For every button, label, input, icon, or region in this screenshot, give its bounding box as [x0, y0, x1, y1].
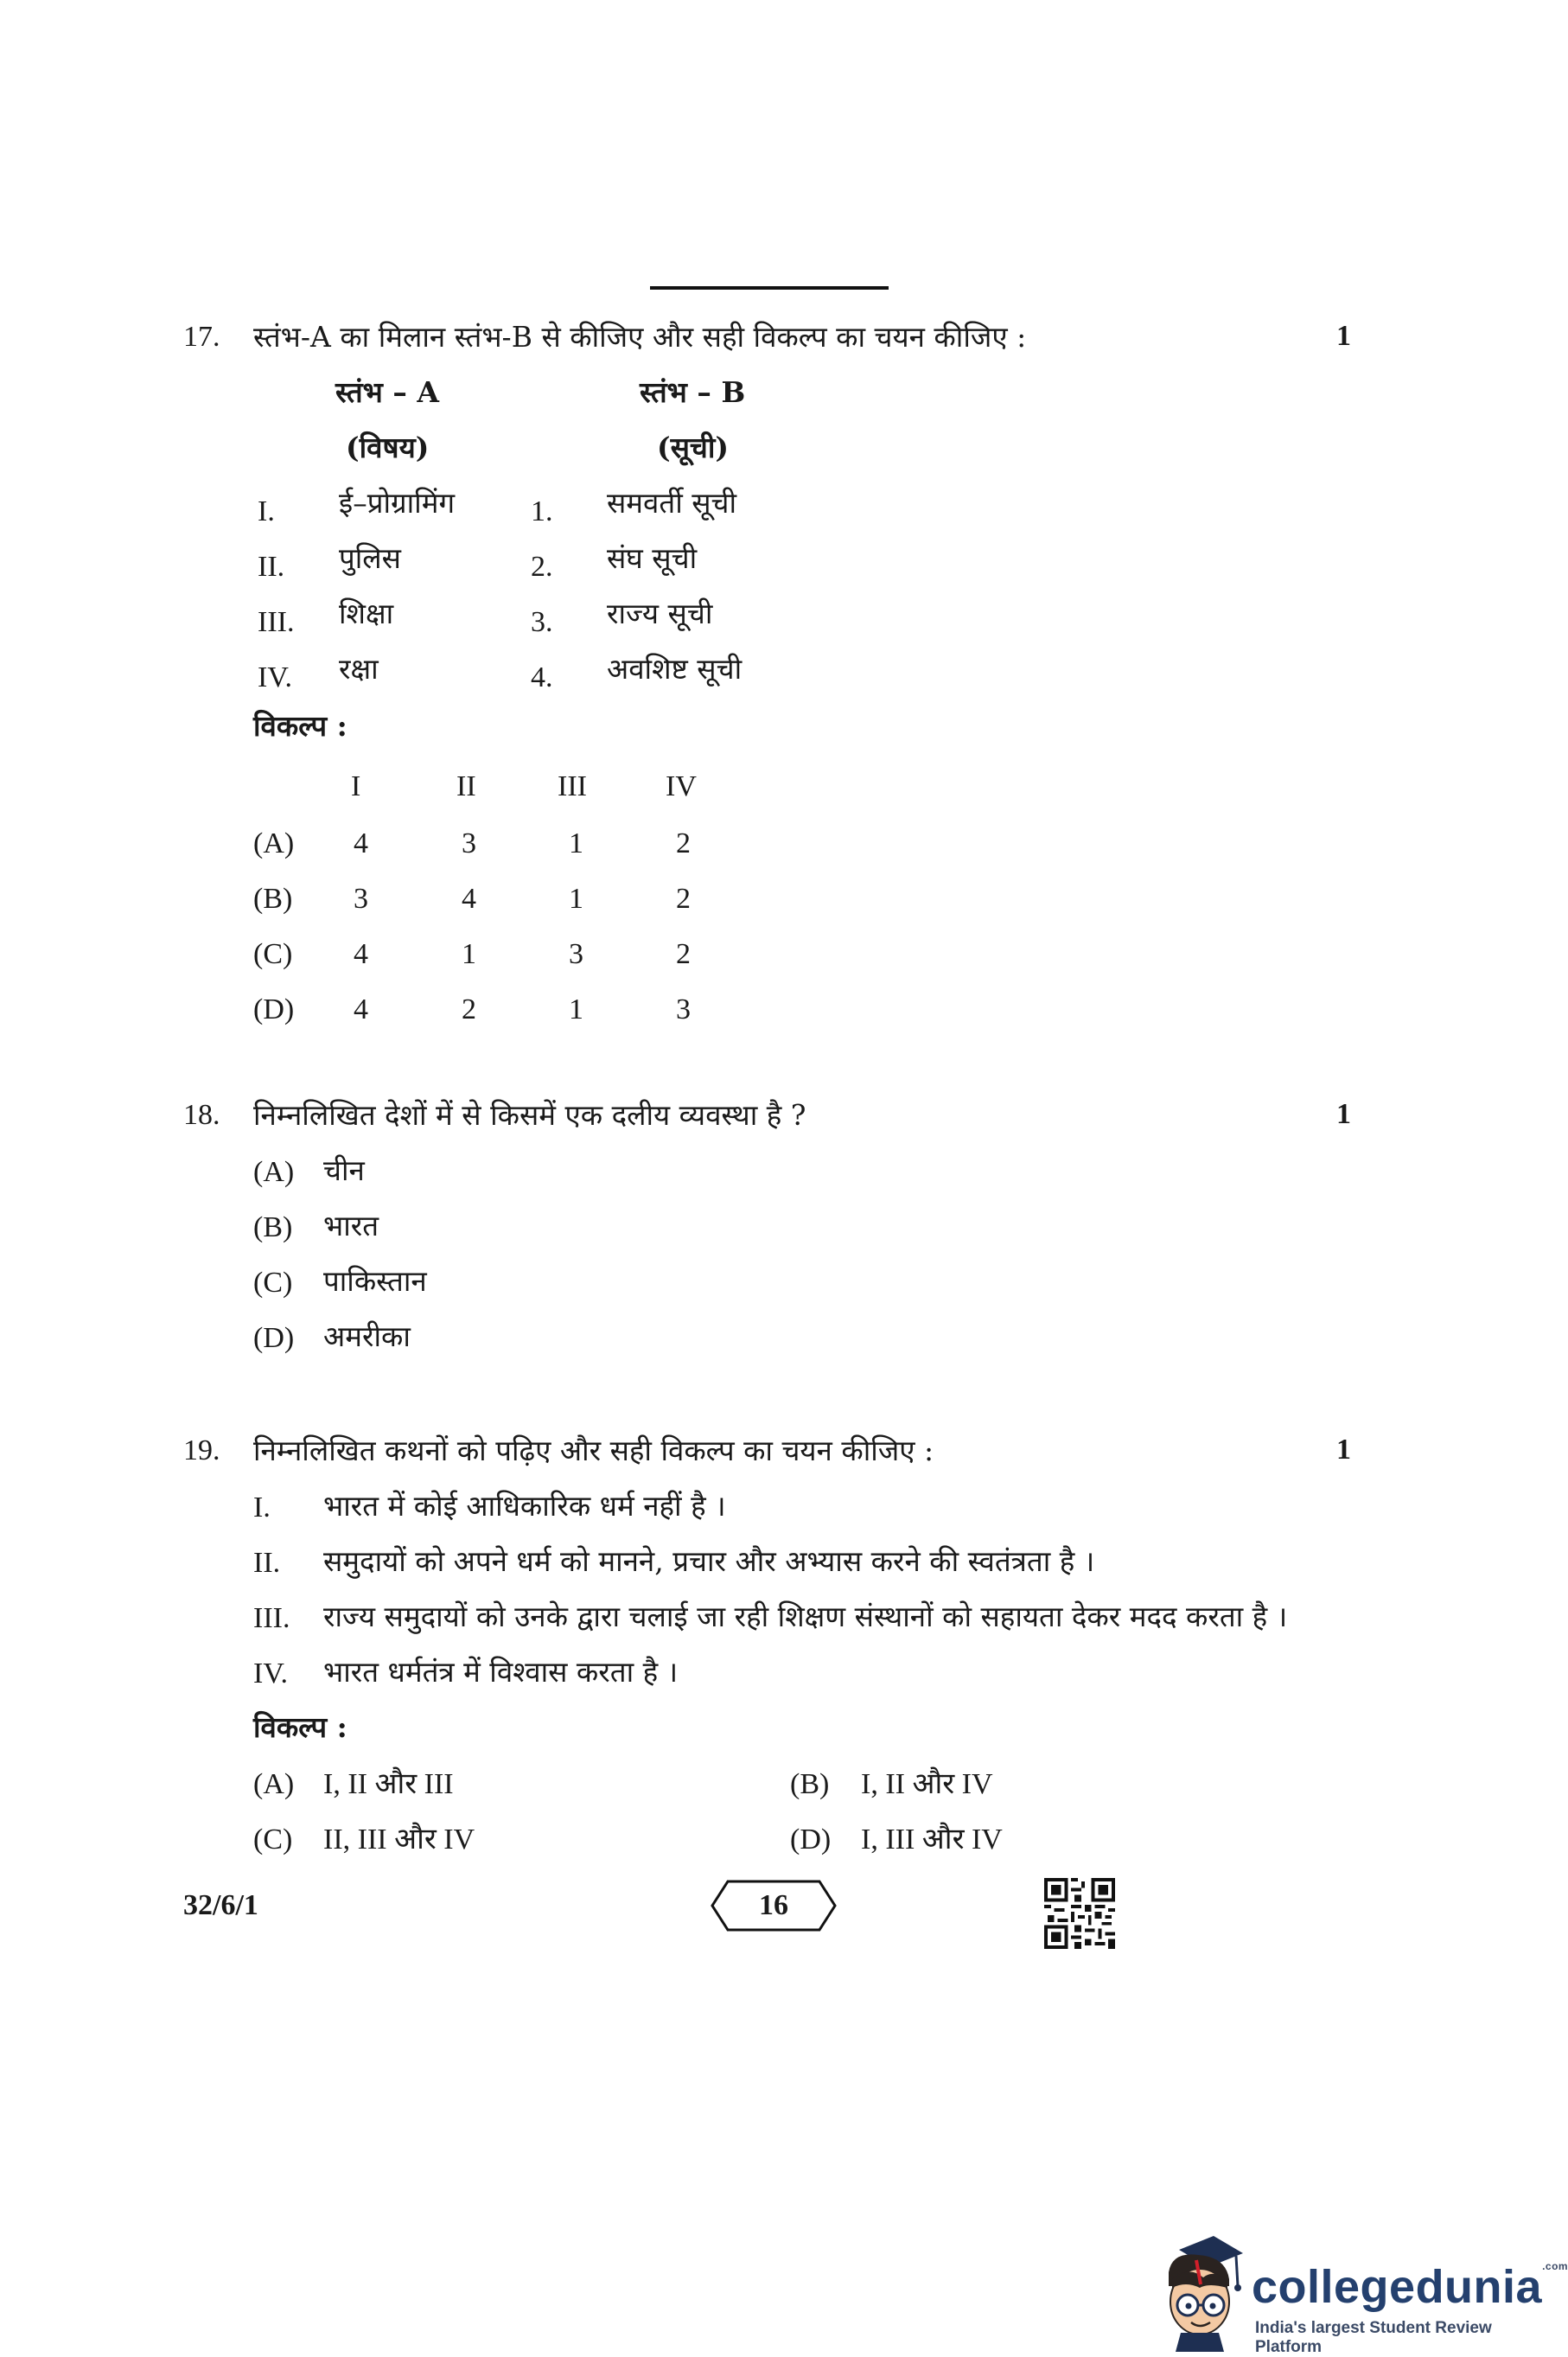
- q19-option-label: (B): [790, 1768, 830, 1800]
- q17-col-b-item: संघ सूची: [607, 541, 698, 575]
- q19-number: 19.: [183, 1434, 220, 1466]
- q19-option-text: I, II और III: [323, 1768, 454, 1800]
- q19-options-label: विकल्प :: [253, 1710, 347, 1744]
- q17-marks: 1: [1336, 320, 1351, 352]
- q17-option-value: 2: [462, 993, 476, 1025]
- q17-col-b-num: 4.: [531, 661, 553, 693]
- q17-col-a-roman: IV.: [258, 661, 292, 693]
- q17-col-a-roman: II.: [258, 551, 285, 583]
- q18-option-label: (A): [253, 1156, 295, 1188]
- logo-tagline: India's largest Student Review Platform: [1255, 2319, 1492, 2356]
- q17-col-a-roman: I.: [258, 495, 275, 527]
- q18-option-label: (B): [253, 1211, 293, 1243]
- q17-option-value: 4: [354, 827, 368, 859]
- q17-col-b-item: समवर्ती सूची: [607, 486, 737, 520]
- q19-statement-roman: IV.: [253, 1658, 288, 1690]
- q17-option-label: (C): [253, 938, 293, 970]
- paper-code: 32/6/1: [183, 1889, 258, 1921]
- q19-marks: 1: [1336, 1434, 1351, 1466]
- q17-number: 17.: [183, 321, 220, 353]
- q17-option-value: 3: [462, 827, 476, 859]
- q17-col-a-roman: III.: [258, 606, 295, 638]
- q17-text: स्तंभ-A का मिलान स्तंभ-B से कीजिए और सही विकल्प का चयन कीजिए :: [253, 320, 1027, 354]
- q18-number: 18.: [183, 1099, 220, 1131]
- q17-option-value: 2: [676, 883, 691, 915]
- q18-option-text: पाकिस्तान: [323, 1264, 427, 1298]
- q17-option-value: 4: [354, 938, 368, 970]
- q17-col-b-num: 3.: [531, 606, 553, 638]
- q19-statement-roman: III.: [253, 1602, 290, 1634]
- q17-col-a-item: पुलिस: [339, 541, 401, 575]
- logo-com: .com: [1542, 2260, 1568, 2272]
- q19-statement-text: भारत धर्मतंत्र में विश्वास करता है ।: [323, 1655, 679, 1689]
- q17-col-b-item: राज्य सूची: [607, 597, 713, 630]
- collegedunia-wordmark: [1252, 2260, 1568, 2314]
- q17-option-value: 2: [676, 938, 691, 970]
- q17-col-a-item: शिक्षा: [339, 597, 394, 630]
- q17-col-a-item: रक्षा: [339, 652, 379, 686]
- q18-option-label: (C): [253, 1267, 293, 1299]
- q19-statement-text: भारत में कोई आधिकारिक धर्म नहीं है ।: [323, 1489, 726, 1523]
- q17-option-value: 3: [676, 993, 691, 1025]
- q17-option-value: 3: [354, 883, 368, 915]
- q19-statement-roman: II.: [253, 1547, 281, 1579]
- logo-word: collegedunia: [1252, 2261, 1543, 2313]
- q19-option-text: I, III और IV: [861, 1824, 1003, 1856]
- q17-option-label: (D): [253, 993, 295, 1025]
- q17-col-b-num: 1.: [531, 495, 553, 527]
- q17-option-value: 1: [569, 827, 583, 859]
- q17-option-value: 4: [354, 993, 368, 1025]
- q17-col-a-item: ई–प्रोग्रामिंग: [339, 486, 456, 520]
- q18-option-text: भारत: [323, 1209, 379, 1242]
- q18-marks: 1: [1336, 1098, 1351, 1130]
- q17-col-b-title: स्तंभ – B: [640, 375, 746, 409]
- q17-table-header: III: [558, 770, 587, 802]
- mascot-logo-icon: [1146, 2231, 1250, 2352]
- page-number: 16: [759, 1889, 788, 1921]
- q19-option-text: I, II और IV: [861, 1768, 993, 1800]
- q17-option-value: 1: [462, 938, 476, 970]
- q17-option-label: (A): [253, 827, 295, 859]
- q17-table-header: II: [456, 770, 476, 802]
- q17-col-b-num: 2.: [531, 551, 553, 583]
- q17-col-a-subtitle: (विषय): [346, 431, 430, 464]
- qr-code-icon: [1044, 1878, 1115, 1949]
- q18-option-text: चीन: [323, 1153, 365, 1187]
- q19-option-label: (D): [790, 1824, 832, 1856]
- q19-text: निम्नलिखित कथनों को पढ़िए और सही विकल्प का चयन कीजिए :: [253, 1434, 934, 1467]
- page-number-badge: [709, 1878, 838, 1933]
- q17-table-header: I: [351, 770, 361, 802]
- q19-option-text: II, III और IV: [323, 1824, 475, 1856]
- q18-option-text: अमरीका: [323, 1319, 411, 1353]
- q17-table-header: IV: [666, 770, 697, 802]
- q17-option-value: 3: [569, 938, 583, 970]
- q19-statement-text: समुदायों को अपने धर्म को मानने, प्रचार और अभ्यास करने की स्वतंत्रता है ।: [323, 1544, 1095, 1578]
- top-divider: [650, 286, 889, 290]
- q17-option-value: 1: [569, 883, 583, 915]
- q17-options-label: विकल्प :: [253, 709, 347, 743]
- q17-option-value: 4: [462, 883, 476, 915]
- q19-option-label: (A): [253, 1768, 295, 1800]
- q17-option-value: 2: [676, 827, 691, 859]
- q18-option-label: (D): [253, 1322, 295, 1354]
- q19-statement-text: राज्य समुदायों को उनके द्वारा चलाई जा रही शिक्षण संस्थानों को सहायता देकर मदद करता है ।: [323, 1600, 1288, 1633]
- q17-col-a-title: स्तंभ – A: [335, 375, 439, 409]
- q17-col-b-item: अवशिष्ट सूची: [607, 652, 743, 686]
- q17-col-b-subtitle: (सूची): [657, 431, 730, 464]
- q19-statement-roman: I.: [253, 1491, 271, 1523]
- q17-option-label: (B): [253, 883, 293, 915]
- q18-text: निम्नलिखित देशों में से किसमें एक दलीय व्यवस्था है ?: [253, 1098, 806, 1132]
- q19-option-label: (C): [253, 1824, 293, 1856]
- q17-option-value: 1: [569, 993, 583, 1025]
